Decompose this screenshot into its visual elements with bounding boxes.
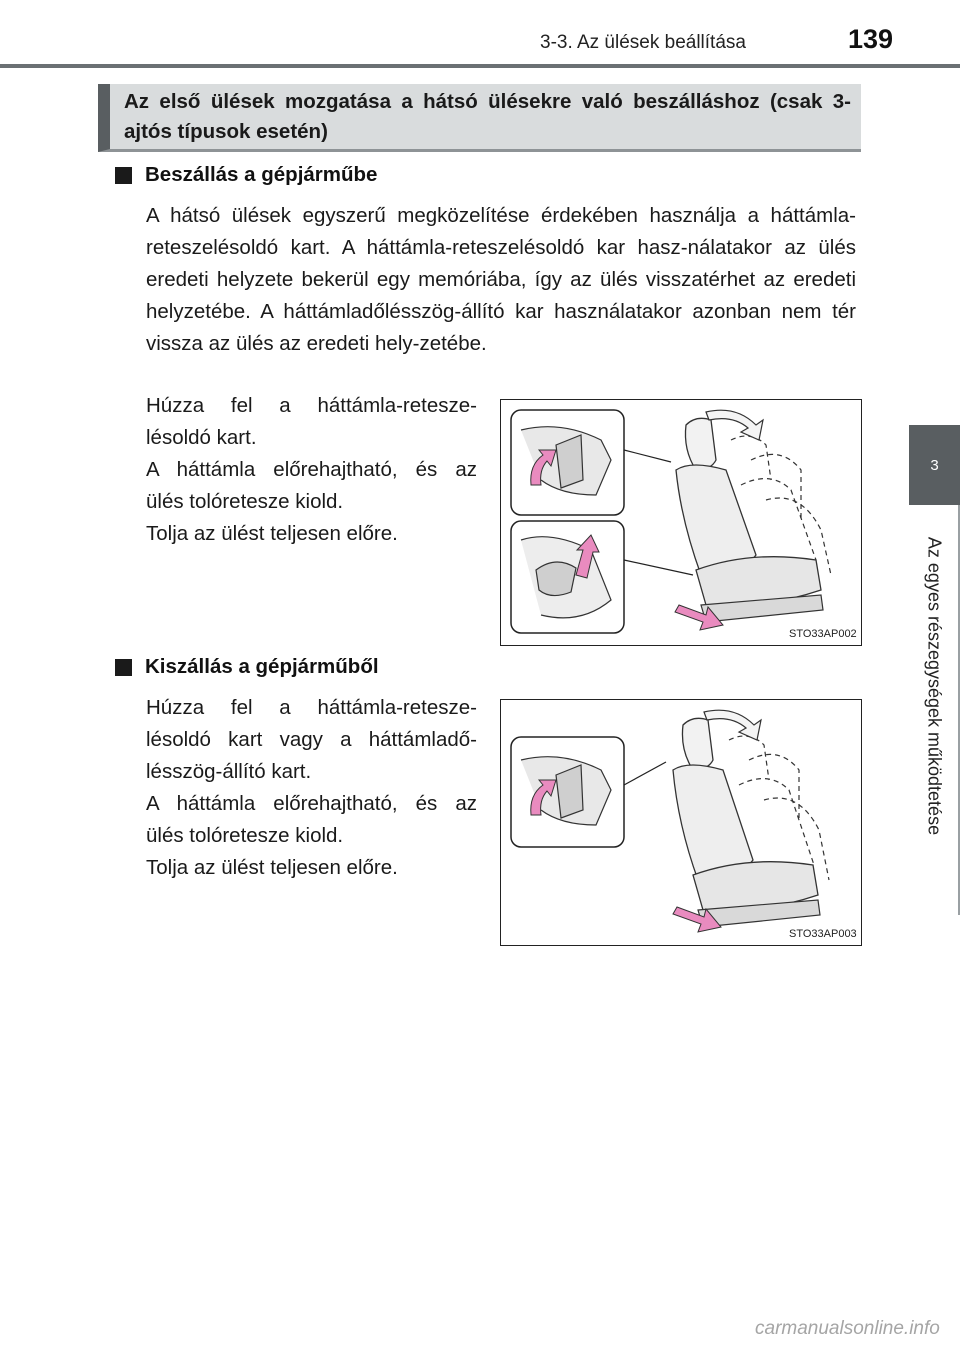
chapter-label: Az egyes részegységek működtetése xyxy=(924,536,945,836)
exiting-step-line: Húzza fel a háttámla-retesze- xyxy=(146,696,477,719)
entering-paragraph: A hátsó ülések egyszerű megközelítése érdekében használja a háttámla-reteszelésoldó kart. A háttámla-reteszelésoldó kar hasz-nálatakor az ülés eredeti helyzete bekerül egy memóriába, így az ülés visszatérhet az eredeti helyzetébe. A háttámladőlésszög-állító kar használatakor azonban nem tér vissza az ülés az eredeti hely-zetébe. xyxy=(146,204,856,355)
seat-drawing-exiting xyxy=(501,700,860,944)
figure-code-2: STO33AP003 xyxy=(789,928,857,940)
exiting-heading-text: Kiszállás a gépjárműből xyxy=(145,655,379,678)
entering-steps xyxy=(146,390,477,550)
exiting-heading xyxy=(115,655,379,679)
header-rule xyxy=(0,64,960,68)
section-title-box xyxy=(98,84,861,152)
bullet-square-icon xyxy=(115,659,132,676)
seat-illustration-exiting xyxy=(500,699,862,946)
page-number: 139 xyxy=(848,24,894,54)
chapter-number: 3 xyxy=(930,456,939,474)
entering-step-line: A háttámla előrehajtható, és az xyxy=(146,458,477,481)
entering-heading-text: Beszállás a gépjárműbe xyxy=(145,163,378,186)
entering-step-line: Húzza fel a háttámla-retesze- xyxy=(146,394,477,417)
exiting-step-line: lésszög-állító kart. xyxy=(146,760,312,783)
watermark: carmanualsonline.info xyxy=(755,1318,940,1339)
section-title: Az első ülések mozgatása a hátsó ülésekre való beszálláshoz (csak 3-ajtós típusok esetén) xyxy=(124,90,851,143)
exiting-steps xyxy=(146,692,477,884)
entering-step-line: ülés tolóretesze kiold. xyxy=(146,490,344,513)
seat-illustration-entering xyxy=(500,399,862,646)
chapter-tab xyxy=(909,425,960,505)
entering-step-line: Tolja az ülést teljesen előre. xyxy=(146,522,398,545)
entering-step-line: lésoldó kart. xyxy=(146,426,257,449)
figure-code-1: STO33AP002 xyxy=(789,628,857,640)
bullet-square-icon xyxy=(115,167,132,184)
exiting-step-line: lésoldó kart vagy a háttámladő- xyxy=(146,728,477,751)
entering-heading xyxy=(115,163,377,187)
exiting-step-line: ülés tolóretesze kiold. xyxy=(146,824,344,847)
seat-drawing-entering xyxy=(501,400,860,644)
exiting-step-line: Tolja az ülést teljesen előre. xyxy=(146,856,398,879)
exiting-step-line: A háttámla előrehajtható, és az xyxy=(146,792,477,815)
header-section-title: 3-3. Az ülések beállítása xyxy=(540,32,746,53)
